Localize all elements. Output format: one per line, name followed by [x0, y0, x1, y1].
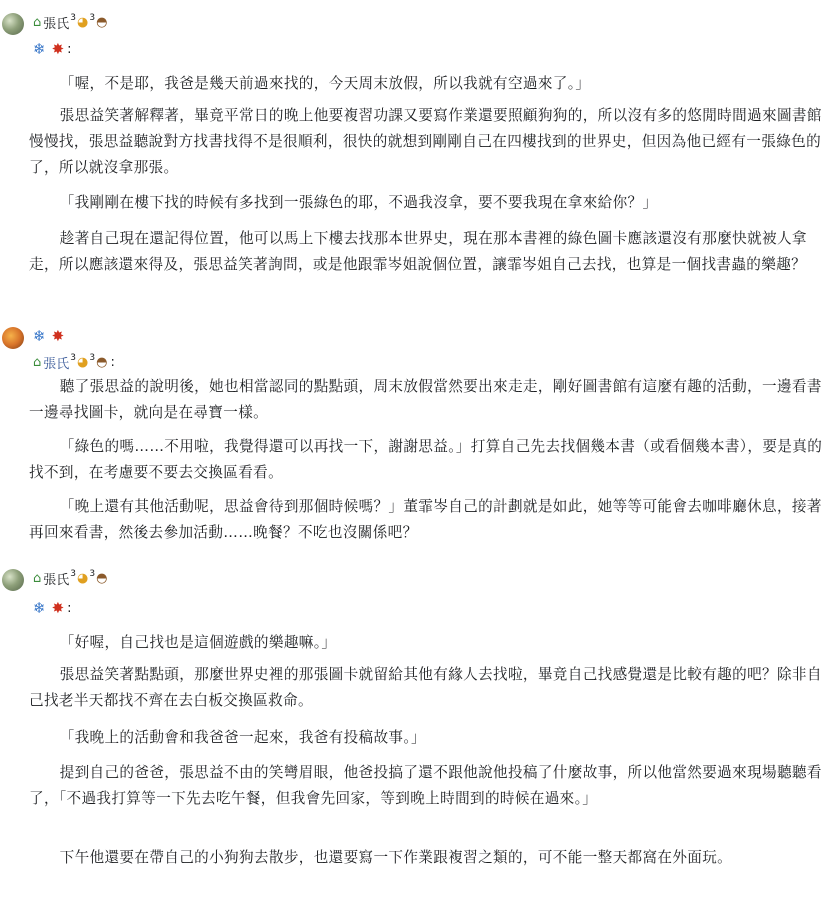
post-paragraph: 「我晚上的活動會和我爸爸一起來，我爸有投稿故事。」 — [59, 729, 426, 746]
snowflake-icon: ❄ — [33, 598, 46, 617]
post-paragraph: 「我剛剛在樓下找的時候有多找到一張綠色的耶，不過我沒拿，要不要我現在拿來給你？」 — [59, 194, 658, 211]
avatar[interactable] — [2, 569, 24, 591]
post-paragraph: 「好喔，自己找也是這個遊戲的樂趣嘛。」 — [59, 634, 337, 651]
maple-leaf-icon: ✸ — [51, 598, 65, 617]
post-paragraph: 張思益笑著點點頭，那麼世界史裡的那張圖卡就留給其他有緣人去找啦，畢竟自己找感覺還是比較有趣的吧？除非自己找老半天都找不齊在去白板交換區救命。 — [29, 666, 822, 709]
colon: : — [67, 41, 72, 57]
post-paragraph: 提到自己的爸爸，張思益不由的笑彎眉眼，他爸投搞了還不跟他說他投稿了什麼故事，所以他當然要過來現場聽聽看了，「不過我打算等一下先去吃午餐，但我會先回家，等到晚上時間到的時候在過來。」 — [29, 764, 822, 807]
badge-line — [33, 40, 72, 58]
avatar[interactable] — [2, 327, 24, 349]
post-paragraph: 下午他還要在帶自己的小狗狗去散步，也還要寫一下作業跟複習之類的，可不能一整天都窩在外面玩。 — [59, 849, 733, 866]
cat-icon: ◕ — [77, 14, 89, 30]
superscript-count: 3 — [70, 13, 77, 23]
badge-line — [33, 327, 64, 345]
superscript-count: 3 — [89, 13, 96, 23]
superscript-count: 3 — [70, 353, 77, 363]
author-line[interactable] — [33, 352, 115, 372]
author-name[interactable]: 張氏 — [43, 572, 70, 588]
colon: : — [67, 600, 72, 616]
post-paragraph: 「喔，不是耶，我爸是幾天前過來找的，今天周末放假，所以我就有空過來了。」 — [59, 75, 591, 92]
colon: : — [110, 354, 115, 370]
maple-leaf-icon: ✸ — [51, 326, 65, 345]
badge-line — [33, 599, 72, 617]
post-paragraph: 趁著自己現在還記得位置，他可以馬上下樓去找那本世界史，現在那本書裡的綠色圖卡應該還沒有那麼快就被人拿走，所以應該還來得及，張思益笑著詢問，或是他跟霏岑姐說個位置，讓霏岑姐自己去找，也算是一個找書蟲的樂趣？ — [29, 230, 807, 273]
snowflake-icon: ❄ — [33, 326, 46, 345]
superscript-count: 3 — [70, 569, 77, 579]
superscript-count: 3 — [89, 569, 96, 579]
snowflake-icon: ❄ — [33, 39, 46, 58]
dog-icon: ◓ — [96, 14, 108, 30]
dog-icon: ◓ — [96, 570, 108, 586]
post-paragraph: 聽了張思益的說明後，她也相當認同的點點頭，周末放假當然要出來走走，剛好圖書館有這麼有趣的活動，一邊看書一邊尋找圖卡，就向是在尋寶一樣。 — [29, 378, 822, 421]
author-name[interactable]: 張氏 — [43, 356, 70, 372]
superscript-count: 3 — [89, 353, 96, 363]
house-icon: ⌂ — [33, 14, 42, 30]
author-line[interactable] — [33, 568, 107, 588]
post-paragraph: 「綠色的嗎……不用啦，我覺得還可以再找一下，謝謝思益。」打算自己先去找個幾本書（或看個幾本書），要是真的找不到，在考慮要不要去交換區看看。 — [29, 438, 823, 481]
avatar[interactable] — [2, 13, 24, 35]
author-line[interactable] — [33, 12, 107, 32]
dog-icon: ◓ — [96, 354, 108, 370]
house-icon: ⌂ — [33, 354, 42, 370]
maple-leaf-icon: ✸ — [51, 39, 65, 58]
post-paragraph: 「晚上還有其他活動呢，思益會待到那個時候嗎？」董霏岑自己的計劃就是如此，她等等可能會去咖啡廳休息，接著再回來看書，然後去參加活動……晚餐？不吃也沒關係吧？ — [29, 498, 822, 541]
cat-icon: ◕ — [77, 354, 89, 370]
house-icon: ⌂ — [33, 570, 42, 586]
cat-icon: ◕ — [77, 570, 89, 586]
post-paragraph: 張思益笑著解釋著，畢竟平常日的晚上他要複習功課又要寫作業還要照顧狗狗的，所以沒有多的悠閒時間過來圖書館慢慢找，張思益聽說對方找書找得不是很順利，很快的就想到剛剛自己在四樓找到的世界史，但因為他已經有一張綠色的了，所以就沒拿那張。 — [29, 107, 822, 176]
author-name[interactable]: 張氏 — [43, 16, 70, 32]
